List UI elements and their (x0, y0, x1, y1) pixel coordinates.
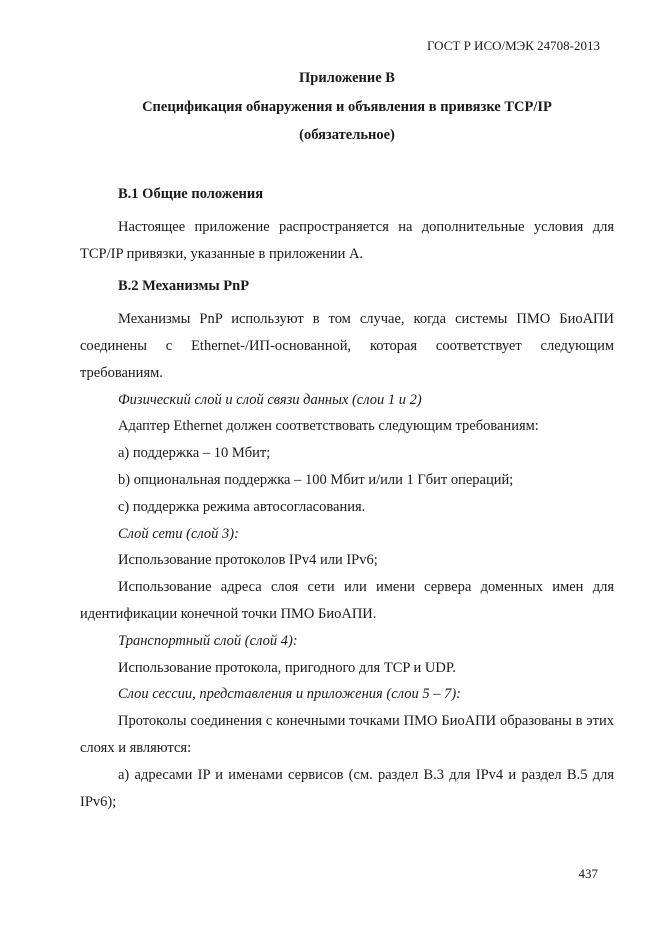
layer3-heading: Слой сети (слой 3): (118, 525, 239, 542)
layer57-item-a: а) адресами IP и именами сервисов (см. раздел В.3 для IPv4 и раздел В.5 для IPv6); (80, 766, 614, 810)
layer3-text-addressing: Использование адреса слоя сети или имени сервера доменных имен для идентификации конечной точки ПМО БиоАПИ. (80, 579, 614, 622)
section-b2-intro: Механизмы PnP используют в том случае, когда системы ПМО БиоАПИ соединены с Ethernet-/ИП-основанной, которая соответствует следующим требованиям. (80, 311, 614, 381)
page-header-standard: ГОСТ Р ИСО/МЭК 24708-2013 (426, 38, 600, 53)
section-b1-paragraph: Настоящее приложение распространяется на дополнительные условия для TCP/IP привязки, указанные в приложении А. (80, 218, 614, 262)
adapter-item-c: c) поддержка режима автосогласования. (118, 498, 366, 515)
appendix-title: Приложение В (299, 70, 395, 86)
section-heading-b2: В.2 Механизмы PnP (118, 278, 250, 295)
layer4-heading: Транспортный слой (слой 4): (118, 632, 298, 649)
section-heading-b1: В.1 Общие положения (118, 186, 264, 202)
adapter-item-a: а) поддержка – 10 Мбит; (118, 445, 271, 462)
layer4-text: Использование протокола, пригодного для TCP и UDP. (118, 659, 456, 676)
adapter-requirements-text: Адаптер Ethernet должен соответствовать следующим требованиям: (118, 418, 539, 435)
appendix-status: (обязательное) (299, 127, 395, 143)
page-number: 437 (578, 866, 598, 881)
layer57-heading: Слои сессии, представления и приложения (слои 5 – 7): (118, 686, 461, 703)
appendix-subtitle: Спецификация обнаружения и объявления в привязке TCP/IP (142, 99, 552, 115)
layer3-text-protocols: Использование протоколов IPv4 или IPv6; (118, 552, 378, 569)
layer12-heading: Физический слой и слой связи данных (слои 1 и 2) (118, 391, 422, 408)
layer57-text: Протоколы соединения с конечными точками ПМО БиоАПИ образованы в этих слоях и являются: (80, 713, 614, 756)
adapter-item-b: b) опциональная поддержка – 100 Мбит и/или 1 Гбит операций; (118, 471, 514, 488)
page-content (80, 66, 614, 815)
